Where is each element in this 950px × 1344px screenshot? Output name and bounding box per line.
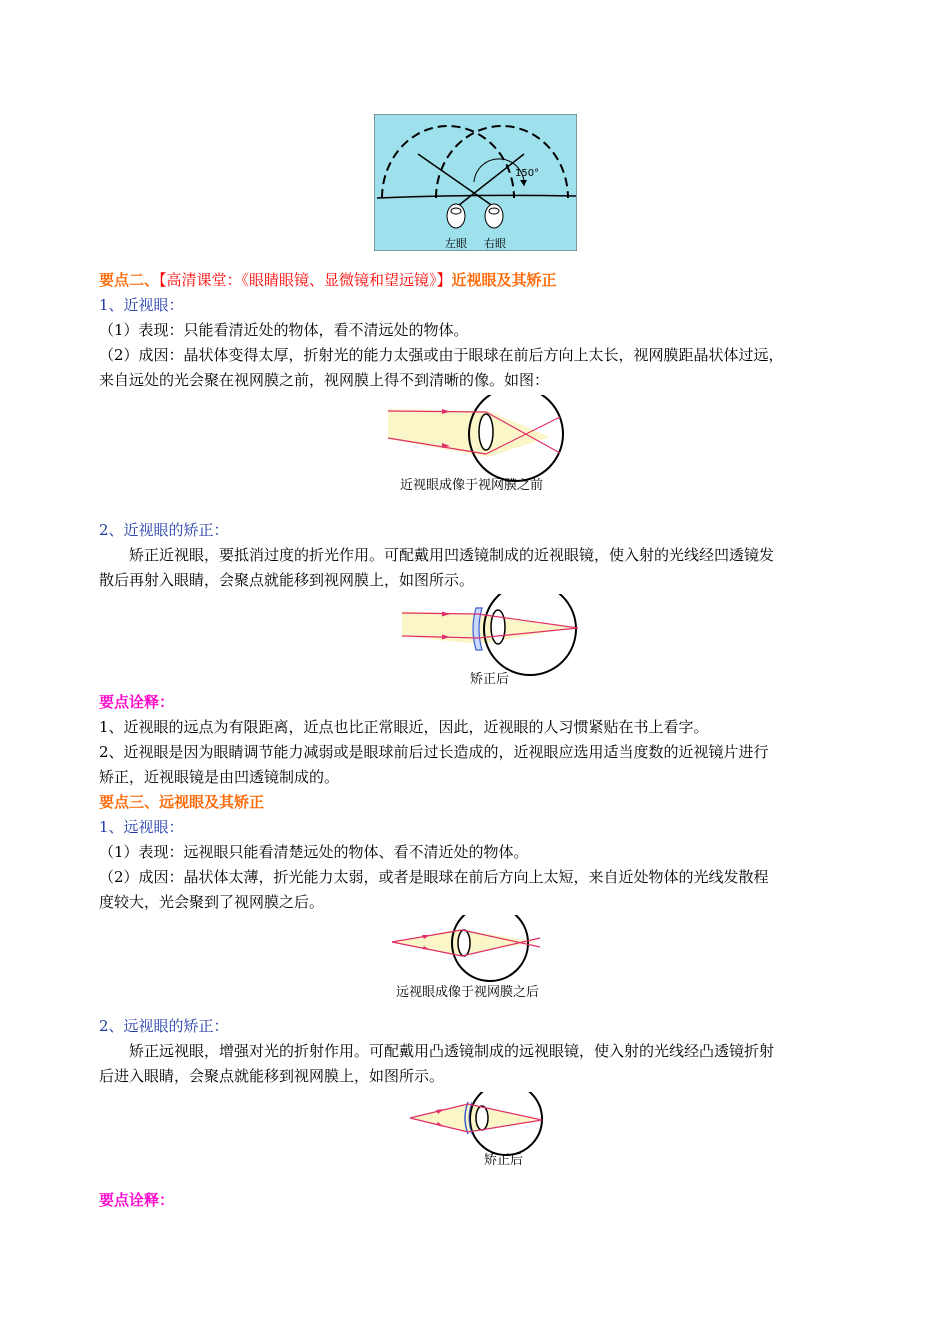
hyperopia-correction-line1: 矫正远视眼，增强对光的折射作用。可配戴用凸透镜制成的远视眼镜，使入射的光线经凸透镜折射 bbox=[129, 1042, 775, 1060]
myopia-corrected-figure bbox=[398, 594, 588, 690]
hyperopia-corrected-figure bbox=[406, 1092, 556, 1170]
angle-label: 150° bbox=[515, 168, 540, 179]
myopia-cause-line1: （2）成因：晶状体变得太厚，折射光的能力太强或由于眼球在前后方向上太长，视网膜距晶状体过远， bbox=[99, 346, 784, 364]
section-2-bracket: 【高清课堂：《眼睛眼镜、显微镜和望远镜》】 bbox=[159, 271, 452, 289]
left-eye-label: 左眼 bbox=[445, 237, 467, 250]
right-eye-label: 右眼 bbox=[484, 237, 506, 250]
hyperopia-correction-line2: 后进入眼睛，会聚点就能移到视网膜上，如图所示。 bbox=[99, 1067, 445, 1085]
note-1-line2a: 2、近视眼是因为眼睛调节能力减弱或是眼球前后过长造成的，近视眼应选用适当度数的近视镜片进行 bbox=[99, 743, 769, 761]
hyperopia-correction-heading: 2、远视眼的矫正： bbox=[99, 1017, 229, 1035]
hyperopia-cause-line2: 度较大，光会聚到了视网膜之后。 bbox=[99, 893, 325, 911]
myopia-correction-heading: 2、近视眼的矫正： bbox=[99, 521, 229, 539]
hyperopia-figure-caption: 远视眼成像于视网膜之后 bbox=[396, 985, 540, 1000]
hyperopia-heading: 1、远视眼： bbox=[99, 818, 184, 836]
hyperopia-cause-line1: （2）成因：晶状体太薄，折光能力太弱，或者是眼球在前后方向上太短，来自近处物体的光线发散程 bbox=[99, 868, 769, 886]
hyperopia-figure bbox=[388, 915, 578, 1003]
myopia-corrected-caption: 矫正后 bbox=[470, 672, 510, 687]
myopia-figure-caption: 近视眼成像于视网膜之前 bbox=[400, 478, 544, 493]
hyperopia-corrected-caption: 矫正后 bbox=[484, 1153, 524, 1168]
myopia-cause-line2: 来自远处的光会聚在视网膜之前，视网膜上得不到清晰的像。如图： bbox=[99, 371, 550, 389]
note-1-line2b: 矫正，近视眼镜是由凹透镜制成的。 bbox=[99, 768, 340, 786]
section-2-title: 近视眼及其矫正 bbox=[451, 271, 557, 289]
myopia-figure bbox=[380, 395, 580, 497]
myopia-correction-line1: 矫正近视眼，要抵消过度的折光作用。可配戴用凹透镜制成的近视眼镜，使入射的光线经凹透镜发 bbox=[129, 546, 775, 564]
section-2-prefix: 要点二、 bbox=[99, 271, 160, 289]
myopia-correction-line2: 散后再射入眼睛，会聚点就能移到视网膜上，如图所示。 bbox=[99, 571, 475, 589]
myopia-heading: 1、近视眼： bbox=[99, 296, 184, 314]
section-2-heading bbox=[99, 270, 557, 290]
myopia-symptom: （1）表现：只能看清近处的物体，看不清远处的物体。 bbox=[99, 321, 469, 339]
note-1-line1: 1、近视眼的远点为有限距离，近点也比正常眼近，因此，近视眼的人习惯紧贴在书上看字。 bbox=[99, 718, 709, 736]
field-of-view-figure bbox=[374, 114, 577, 251]
note-1-heading: 要点诠释： bbox=[99, 693, 175, 711]
section-3-heading: 要点三、远视眼及其矫正 bbox=[99, 793, 265, 811]
hyperopia-symptom: （1）表现：远视眼只能看清楚远处的物体、看不清近处的物体。 bbox=[99, 843, 529, 861]
note-2-heading: 要点诠释： bbox=[99, 1191, 175, 1209]
